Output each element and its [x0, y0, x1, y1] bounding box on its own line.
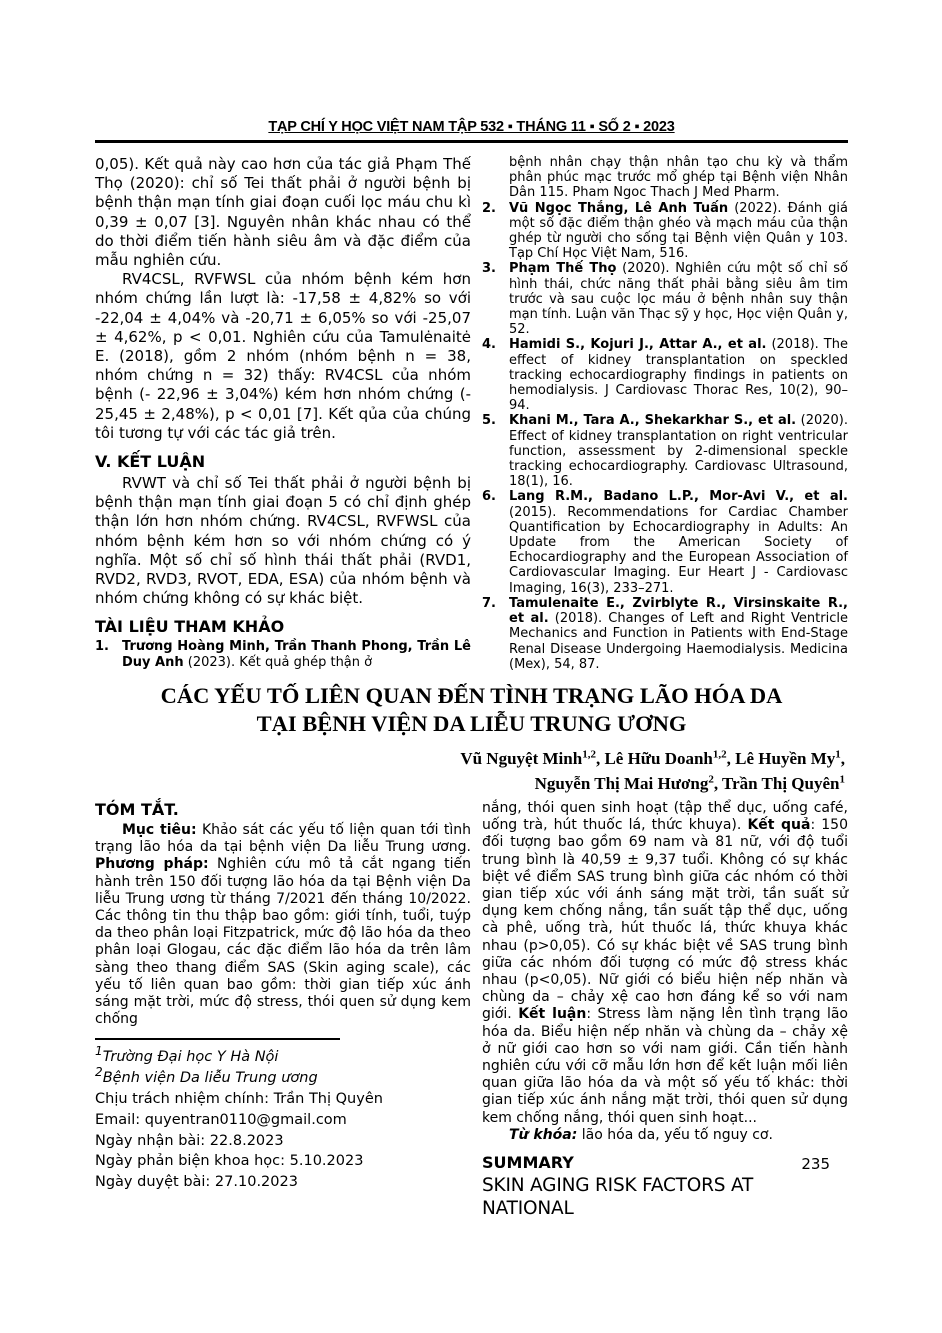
reference-number: 4. [482, 337, 496, 353]
abstract-text-right [482, 800, 848, 1127]
text-run: Nghiên cứu mô tả cắt ngang tiến hành trên 150 đối tượng lão hóa da tại Bệnh viện Da liễu Trung ương từ tháng 7/2021 đến tháng 10/2022. Các thông tin thu thập bao gồm: giới tính, tuổi, tuýp da theo phân loại Fitzpatrick, mức độ lão hóa da theo phân loại Glogau, các đặc điểm lão hóa da trên lâm sàng theo thang điểm SAS (Skin aging scale), các yếu tố liên quan bao gồm: thời gian tiếp xúc ánh sáng mặt trời, mức độ stress, thói quen sử dụng kem chống [95, 856, 471, 1028]
reference-number: 3. [482, 261, 496, 277]
keywords-line [482, 1127, 848, 1144]
references-heading: TÀI LIỆU THAM KHẢO [95, 617, 285, 637]
reference-item [95, 639, 471, 669]
text-run: 2 [708, 773, 714, 786]
reference-text: Phạm Thế Thọ (2020). Nghiên cứu một số chỉ số hình thái, chức năng thất phải bằng siêu âm tim trước và sau cuộc lọc máu ở bệnh nhân suy thận mạn tính. Luận văn Thạc sỹ y học, Học viện Quân y, 52. [509, 261, 848, 338]
section1-left-column [95, 155, 471, 672]
text-run: Ngày phản biện khoa học: 5.10.2023 [95, 1153, 364, 1170]
reference-authors: Vũ Ngọc Thắng, Lê Anh Tuấn [509, 200, 729, 216]
text-run: : 150 đối tượng bao gồm 69 nam và 81 nữ, với độ tuổi trung bình là 40,59 ± 9,37 tuổi. Không có sự khác biệt về điểm SAS trung bình giữa các nhóm có thời gian tiếp xúc với ánh sáng mặt trời, tần suất sử dụng kem chống nắng, tần suất tập thể dục, uống cà phê, uống trà, hút thuốc lá, thức khuya khác nhau (p>0,05). Có sự khác biệt về SAS trung bình giữa các nhóm đối tượng có mức độ stress khác nhau (p<0,05). Nữ giới có biểu hiện nếp nhăn và chùng da – chảy xệ cao hơn đáng kể so với nam giới. [482, 817, 848, 1023]
article-authors [95, 746, 845, 796]
article-title-line1: CÁC YẾU TỐ LIÊN QUAN ĐẾN TÌNH TRẠNG LÃO HÓA DA [160, 683, 783, 708]
reference-text: Khani M., Tara A., Shekarkhar S., et al. (2020). Effect of kidney transplantation on right ventricular function, assessment by 2-dimensional speckle tracking echocardiography. Cardiovasc Ultrasound, 18(1), 16. [509, 413, 849, 490]
reference-number: 2. [482, 200, 496, 216]
reference-number: 1. [95, 639, 109, 655]
footnote-line [95, 1089, 471, 1110]
footnote-line [95, 1151, 471, 1172]
text-run: nắng, thói quen sinh hoạt (tập thể dục, uống café, uống trà, hút thuốc lá, thức khuya). [482, 800, 848, 834]
footnote-line [95, 1131, 471, 1152]
reference-authors: Tamulenaite E., Zvirblyte R., Virsinskaite R., et al. [509, 595, 848, 627]
article-title-line2: TẠI BỆNH VIỆN DA LIỄU TRUNG ƯƠNG [256, 711, 687, 736]
text-run: 1 [839, 773, 845, 786]
text-run: 1,2 [582, 748, 596, 761]
text-run: Từ khóa: [509, 1126, 578, 1143]
conclusion-heading: V. KẾT LUẬN [95, 452, 206, 472]
section1-right-column [482, 155, 848, 672]
reference-item [482, 201, 848, 262]
text-run: Chịu trách nhiệm chính: Trần Thị Quyên [95, 1091, 383, 1108]
abstract-heading: TÓM TẮT. [95, 800, 179, 819]
reference-list [482, 201, 848, 672]
reference-authors: Lang R.M., Badano L.P., Mor-Avi V., et al. [509, 489, 848, 505]
reference-continuation: bệnh nhân chạy thận nhân tạo chu kỳ và thẩm phân phúc mạc trước mổ ghép tại Bệnh viện Nhân Dân 115. Pham Ngoc Thach J Med Pharm. [509, 155, 848, 201]
reference-item [482, 337, 848, 413]
journal-header-text: TẠP CHÍ Y HỌC VIỆT NAM TẬP 532 ▪ THÁNG 11 ▪ SỐ 2 ▪ 2023 [268, 119, 675, 135]
text-run: 1 [835, 748, 841, 761]
reference-text: Lang R.M., Badano L.P., Mor-Avi V., et al. (2015). Recommendations for Cardiac Chamber Quantification by Echocardiography in Adults: An Update from the American Society of Echocardiography and the European Association of Cardiovascular Imaging. Eur Heart J - Cardiovasc Imaging, 16(3), 233–271. [509, 489, 848, 596]
reference-authors: Khani M., Tara A., Shekarkhar S., et al. [509, 413, 797, 429]
text-run: Phương pháp: [95, 856, 209, 873]
text-run: Kết luận [518, 1006, 587, 1023]
reference-item [482, 413, 848, 489]
text-run: Kết quả [747, 817, 811, 834]
authors-line1 [95, 746, 845, 771]
text-run: Bệnh viện Da liễu Trung ương [102, 1070, 318, 1087]
reference-authors: Hamidi S., Kojuri J., Attar A., et al. [509, 337, 767, 353]
footnote-line [95, 1044, 471, 1068]
reference-authors: Phạm Thế Thọ [509, 261, 617, 277]
reference-text [122, 639, 471, 669]
header-rule [95, 140, 848, 143]
text-run: Nguyễn Thị Mai Hương [534, 774, 709, 793]
reference-number: 6. [482, 489, 496, 505]
text-run: 1 [95, 1044, 103, 1059]
reference-number: 5. [482, 413, 496, 429]
text-run: , Trần Thị Quyên [713, 774, 840, 793]
paragraph-conclusion: RVWT và chỉ số Tei thất phải ở người bệnh bị bệnh thận mạn tính giai đoạn 5 có chỉ định ghép thận lớn hơn nhóm chứng. RV4CSL, RVFWSL của nhóm bệnh kém hơn so với nhóm chứng có ý nghĩa. Một số chỉ số hình thái thất phải (RVD1, RVD2, RVD3, RVOT, EDA, ESA) của nhóm bệnh và nhóm chứng không có sự khác biệt. [95, 474, 471, 608]
text-run: lão hóa da, yếu tố nguy cơ. [577, 1126, 773, 1143]
text-run: Ngày duyệt bài: 27.10.2023 [95, 1174, 298, 1191]
summary-title: SKIN AGING RISK FACTORS AT NATIONAL [482, 1175, 754, 1220]
authors-line2 [95, 771, 845, 796]
reference-text: Vũ Ngọc Thắng, Lê Anh Tuấn (2022). Đánh giá một số đặc điểm thận ghéo và mạch máu của thận ghép từ người cho sống tại Bệnh viện Quân y 103. Tạp Chí Học Việt Nam, 516. [509, 200, 848, 262]
reference-rest: (2023). Kết quả ghép thận ở [183, 654, 373, 670]
reference-item [482, 596, 848, 672]
text-run: Vũ Nguyệt Minh [460, 749, 583, 768]
text-run: , [840, 749, 845, 768]
reference-item [482, 261, 848, 337]
text-run: , Lê Hữu Doanh [595, 749, 713, 768]
text-run: 2 [95, 1065, 103, 1080]
text-run: Khảo sát các yếu tố liện quan tới tình trạng lão hóa da tại bệnh viện Da liễu Trung ương. [95, 822, 472, 856]
paragraph-discussion-1: 0,05). Kết quả này cao hơn của tác giả Phạm Thế Thọ (2020): chỉ số Tei thất phải ở người bệnh bị bệnh thận mạn tính giai đoạn cuối lọc máu chu kì 0,39 ± 0,07 [3]. Nguyên nhân khác nhau có thể do thời điểm tiến hành siêu âm và đặc điểm của mẫu nghiên cứu. [95, 155, 471, 270]
text-run: Mục tiêu: [122, 822, 197, 838]
section-abstract [95, 800, 848, 1220]
section-previous-article [95, 155, 848, 672]
text-run: Email: quyentran0110@gmail.com [95, 1111, 347, 1128]
article-title [95, 682, 848, 738]
text-run: Ngày nhận bài: 22.8.2023 [95, 1132, 284, 1149]
footnote-line [95, 1110, 471, 1131]
summary-heading: SUMMARY [482, 1153, 574, 1173]
reference-item [482, 489, 848, 595]
abstract-text-left [95, 822, 471, 1028]
reference-number: 7. [482, 595, 496, 611]
page-number: 235 [801, 1155, 830, 1173]
paragraph-discussion-2: RV4CSL, RVFWSL của nhóm bệnh kém hơn nhóm chứng lần lượt là: -17,58 ± 4,82% so với -22,04 ± 4,04% và -20,71 ± 6,05% so với -25,07 ± 4,62%, p < 0,01. Nghiên cứu của Tamulėnaitė E. (2018), gồm 2 nhóm (nhóm bệnh n = 38, nhóm chứng n = 32) thấy: RV4CSL của nhóm bệnh (- 22,96 ± 3,04%) kém hơn nhóm chứng (- 25,45 ± 2,48%), p < 0,01 [7]. Kết qủa của chúng tôi tương tự với các tác giả trên. [95, 270, 471, 442]
footnote-list [95, 1044, 471, 1193]
reference-text: Hamidi S., Kojuri J., Attar A., et al. (2018). The effect of kidney transplantation on speckled tracking echocardiography findings in patients on hemodialysis. J Cardiovasc Thorac Res, 10(2), 90–94. [509, 337, 848, 414]
reference-authors: Trương Hoàng Minh, Trần Thanh Phong, Trần Lê Duy Anh [122, 639, 471, 670]
text-run: Trường Đại học Y Hà Nội [102, 1049, 279, 1066]
journal-running-head [95, 119, 848, 135]
footnote-line [95, 1065, 471, 1089]
text-run: 1,2 [712, 748, 727, 761]
section2-left-column [95, 800, 471, 1220]
text-run: , Lê Huyền My [726, 749, 836, 768]
section2-right-column [482, 800, 848, 1220]
footnote-divider [95, 1038, 340, 1040]
footnote-line [95, 1172, 471, 1193]
reference-text: Tamulenaite E., Zvirblyte R., Virsinskaite R., et al. (2018). Changes of Left and Right Ventricle Mechanics and Function in Patients with End-Stage Renal Disease Undergoing Haemodialysis. Medicina (Mex), 54, 87. [509, 595, 848, 672]
text-run: : Stress làm nặng lên tình trạng lão hóa da. Biểu hiện nếp nhăn và chùng da – chảy xệ ở nữ giới cao hơn so với nam giới. Cần tiến hành nghiên cứu với cỡ mẫu lớn hơn để kết luận mối liên quan giữa lão hóa da và một số yếu tố khác: thời gian tiếp xúc ánh nắng mặt trời, thói quen sử dụng kem chống nắng, thói quen sinh hoạt... [482, 1006, 848, 1126]
